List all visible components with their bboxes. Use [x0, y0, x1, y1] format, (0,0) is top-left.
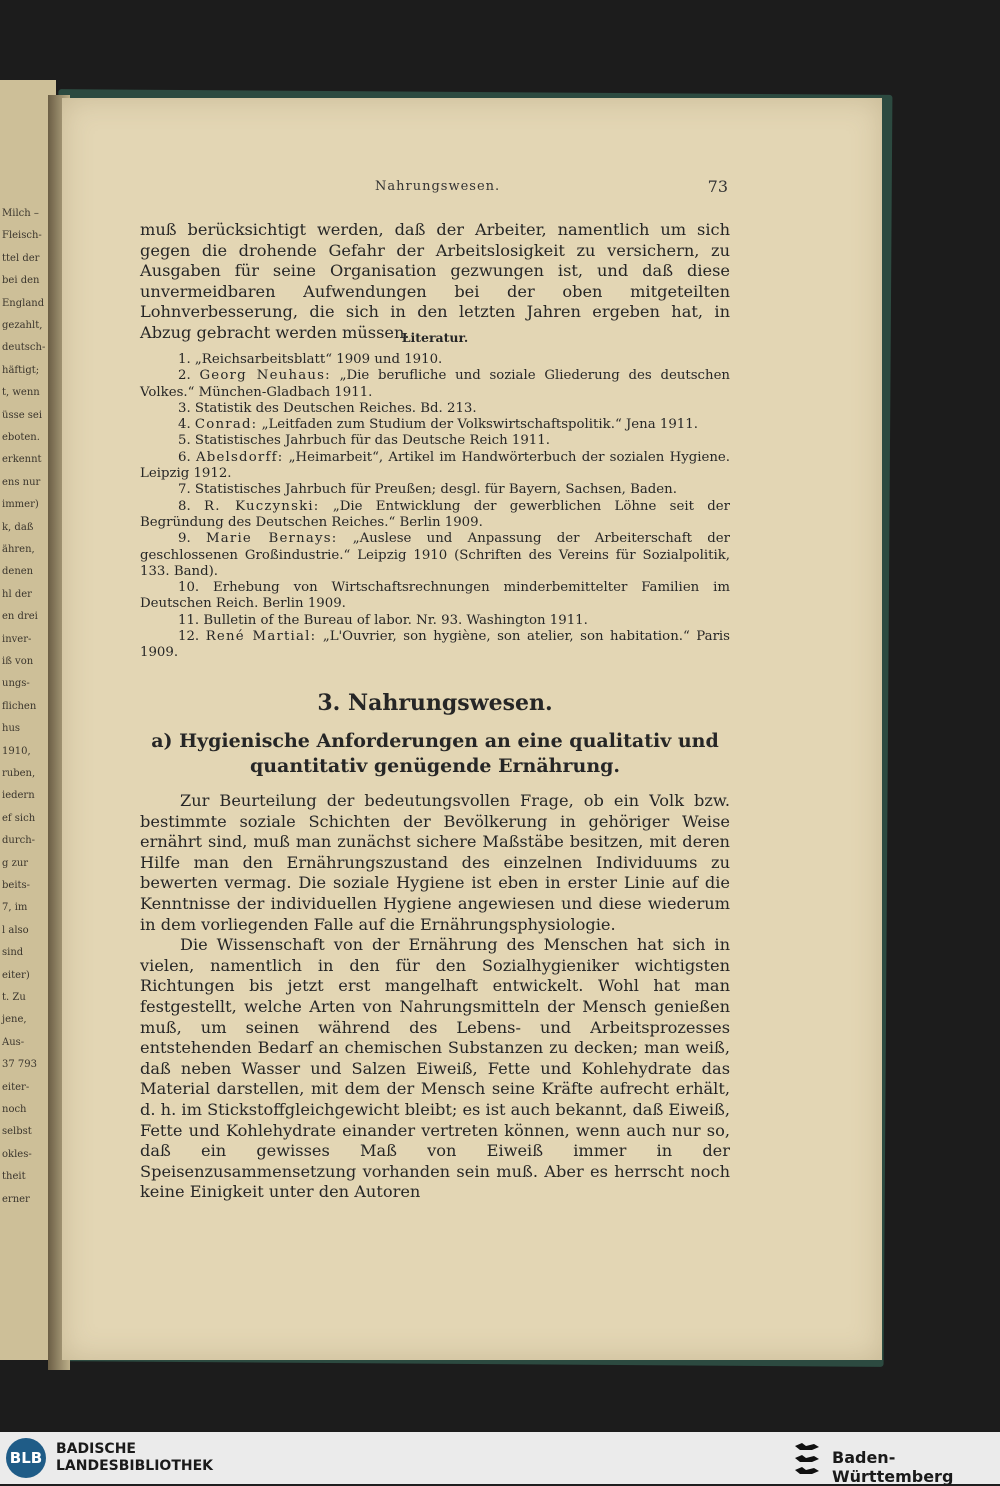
- left-page-fragment: häftigt;: [2, 364, 40, 376]
- left-page-fragment: flichen: [2, 700, 37, 712]
- left-page-fragment: ähren,: [2, 544, 35, 555]
- literature-item: [140, 352, 730, 368]
- literature-item: [140, 613, 730, 629]
- body-text: [140, 791, 730, 1203]
- left-page-fragment: 1910,: [2, 745, 31, 757]
- literature-item-text: „Auslese und Anpassung der Arbeiterschaft der geschlossenen Großindustrie.“ Leipzig 1910 (Schriften des Vereins für Sozialpolitik, 133. Band).: [140, 531, 731, 579]
- left-page-fragment: ens nur: [2, 476, 41, 488]
- literature-heading: Literatur.: [401, 330, 469, 345]
- section-title: 3. Nahrungswesen.: [317, 690, 553, 716]
- left-page-fragment: eiter-: [2, 1081, 30, 1093]
- subsection-title: [140, 729, 730, 779]
- literature-item: [140, 401, 730, 417]
- library-name[interactable]: [56, 1441, 213, 1475]
- left-page-fragment: k, daß: [2, 521, 34, 533]
- literature-item-text: Statistik des Deutschen Reiches. Bd. 213.: [194, 400, 477, 416]
- literature-item-number: 8.: [178, 498, 191, 514]
- literature-item-text: Erhebung von Wirtschaftsrechnungen minderbemittelter Familien im Deutschen Reich. Berlin 1909.: [140, 580, 730, 612]
- literature-item-text: „Reichsarbeitsblatt“ 1909 und 1910.: [194, 352, 443, 367]
- left-page-fragment: eiter): [2, 969, 30, 981]
- literature-item-text: „Die berufliche und soziale Gliederung des deutschen Volkes.“ München-Gladbach 1911.: [140, 368, 730, 400]
- literature-item-number: 6.: [178, 449, 191, 465]
- left-page-fragment: iedern: [2, 790, 35, 802]
- left-page-fragment: hus: [2, 723, 21, 735]
- literature-item: [140, 450, 730, 483]
- literature-item-number: 11.: [178, 612, 200, 628]
- left-page-fragment: theit: [2, 1171, 26, 1183]
- literature-item: [140, 580, 730, 613]
- literature-item-author: René Martial:: [205, 629, 317, 645]
- left-page-fragment: erner: [2, 1193, 30, 1205]
- left-page-fragment: 37 793: [2, 1059, 37, 1071]
- library-name-line-1: BADISCHE: [56, 1441, 136, 1457]
- literature-item-number: 3.: [178, 400, 191, 416]
- literature-item-author: Marie Bernays:: [205, 531, 338, 547]
- library-name-line-2: LANDESBIBLIOTHEK: [56, 1458, 214, 1474]
- left-page-fragment: denen: [2, 566, 34, 578]
- left-page-fragment: sind: [2, 947, 24, 959]
- left-page-fragment: ungs-: [2, 678, 30, 690]
- literature-item-number: 5.: [178, 433, 191, 449]
- left-page-fragment: gezahlt,: [2, 320, 43, 331]
- left-page-fragment: Fleisch-: [2, 230, 42, 242]
- left-page-fragment: t. Zu: [2, 992, 26, 1003]
- blb-logo[interactable]: BLB: [6, 1438, 46, 1478]
- literature-item-author: Abelsdorff:: [195, 449, 284, 465]
- left-page-fragment: durch-: [2, 835, 36, 847]
- left-page-fragment: Milch –: [2, 208, 39, 219]
- left-page-fragment: immer): [2, 499, 39, 511]
- literature-item-number: 2.: [178, 368, 191, 384]
- literature-item-text: Bulletin of the Bureau of labor. Nr. 93. Washington 1911.: [203, 612, 588, 628]
- literature-item-text: „L'Ouvrier, son hygiène, son atelier, son habitation.“ Paris 1909.: [140, 629, 731, 661]
- left-page-fragment: üsse sei: [2, 409, 43, 421]
- left-page-fragment: iß von: [2, 656, 34, 667]
- left-page-fragment: en drei: [2, 611, 38, 623]
- bw-lions-icon: [792, 1440, 822, 1478]
- literature-item-number: 4.: [178, 417, 191, 433]
- literature-list: [140, 352, 730, 662]
- literature-item-number: 12.: [178, 629, 200, 645]
- left-page-fragment: jene,: [2, 1014, 27, 1026]
- left-page-fragment: 7, im: [2, 902, 28, 914]
- literature-item-text: Statistisches Jahrbuch für Preußen; desgl. für Bayern, Sachsen, Baden.: [194, 482, 677, 498]
- page-number: 73: [707, 177, 728, 196]
- literature-item: [140, 499, 730, 532]
- literature-item-number: 9.: [178, 531, 191, 547]
- literature-item-author: R. Kuczynski:: [204, 498, 320, 514]
- left-page-fragment: England: [2, 297, 45, 309]
- body-paragraph-2: Die Wissenschaft von der Ernährung des Menschen hat sich in vielen, namentlich in den für den Sozialhygieniker wichtigsten Richtungen bis jetzt erst mangelhaft entwickelt. Wohl hat man festgestellt, welche Arten von Nahrungsmitteln der Mensch genießen muß, um seinen während des Lebens- und Arbeitsprozesses entstehenden Bedarf an chemischen Substanzen zu decken; man weiß, daß neben Wasser und Salzen Eiweiß, Fette und Kohlehydrate das Material darstellen, mit dem der Mensch seine Kräfte aufrecht erhält, d. h. im Stickstoffgleichgewicht bleibt; es ist auch bekannt, daß Eiweiß, Fette und Kohlehydrate einander vertreten können, wenn auch nur so, daß ein gewisses Maß von Eiweiß immer in der Speisenzusammensetzung vorhanden sein muß. Aber es herrscht noch keine Einigkeit unter den Autoren: [140, 935, 730, 1202]
- left-page-fragment: ruben,: [2, 768, 36, 779]
- left-page-fragment: selbst: [2, 1126, 32, 1138]
- left-page-fragment: eboten.: [2, 432, 40, 443]
- literature-item: [140, 629, 730, 662]
- left-page-fragment: ef sich: [2, 812, 36, 824]
- body-paragraph-1: Zur Beurteilung der bedeutungsvollen Frage, ob ein Volk bzw. bestimmte soziale Schichten der Bevölkerung in gehöriger Weise ernährt sind, muß man zunächst sichere Maßstäbe besitzen, mit deren Hilfe man den Ernährungszustand des einzelnen Individuums zu bewerten vermag. Die soziale Hygiene ist eben in erster Linie auf die Kenntnisse der individuellen Hygiene angewiesen und diese wiederum in dem vorliegenden Falle auf die Ernährungsphysiologie.: [140, 791, 730, 934]
- literature-item: [140, 482, 730, 498]
- left-page-fragment: hl der: [2, 588, 32, 600]
- literature-item-number: 10.: [178, 580, 200, 596]
- literature-item-number: 1.: [178, 352, 191, 367]
- left-page-fragment: bei den: [2, 275, 40, 287]
- left-page-fragment: beits-: [2, 880, 31, 891]
- literature-item-number: 7.: [178, 482, 191, 498]
- left-page-fragment: ttel der: [2, 252, 40, 264]
- left-page-fragment: t, wenn: [2, 387, 40, 399]
- left-page-fragment: l also: [2, 924, 29, 936]
- literature-item-text: „Heimarbeit“, Artikel im Handwörterbuch der sozialen Hygiene. Leipzig 1912.: [140, 449, 731, 482]
- literature-item-text: Statistisches Jahrbuch für das Deutsche Reich 1911.: [194, 433, 550, 449]
- left-page-fragment: deutsch-: [2, 342, 46, 354]
- left-page-fragment: inver-: [2, 633, 32, 645]
- literature-item-author: Conrad:: [194, 417, 258, 433]
- literature-item: [140, 433, 730, 449]
- literature-item-text: „Die Entwicklung der gewerblichen Löhne seit der Begründung des Deutschen Reiches.“ Berlin 1909.: [140, 498, 730, 530]
- state-name[interactable]: Baden-Württemberg: [832, 1448, 954, 1486]
- subsection-title-line-2: quantitativ genügende Ernährung.: [249, 755, 621, 777]
- left-page-fragment: Aus-: [2, 1036, 25, 1048]
- left-page-fragment: noch: [2, 1104, 27, 1115]
- left-page-fragment: erkennt: [2, 454, 42, 466]
- running-head-title: Nahrungswesen.: [375, 179, 501, 194]
- intro-paragraph-block: [140, 220, 730, 344]
- left-page-fragment: okles-: [2, 1148, 32, 1160]
- subsection-title-line-1: a) Hygienische Anforderungen an eine qualitativ und: [151, 730, 719, 752]
- footer-bar: [0, 1432, 1000, 1484]
- literature-item-author: Georg Neuhaus:: [199, 368, 331, 384]
- literature-item: [140, 368, 730, 401]
- literature-item: [140, 531, 730, 580]
- literature-item-text: „Leitfaden zum Studium der Volkswirtschaftspolitik.“ Jena 1911.: [261, 417, 698, 433]
- literature-item: [140, 417, 730, 433]
- running-head: [140, 175, 728, 197]
- left-page-fragment: g zur: [2, 857, 29, 869]
- intro-paragraph: muß berücksichtigt werden, daß der Arbeiter, namentlich um sich gegen die drohende Gefahr der Arbeitslosigkeit zu versichern, zu Ausgaben für seine Organisation gezwungen ist, und daß diese unvermeidbaren Aufwendungen bei der oben mitgeteilten Lohnverbesserung, die sich in den letzten Jahren ergeben hat, in Abzug gebracht werden müssen.: [140, 220, 730, 342]
